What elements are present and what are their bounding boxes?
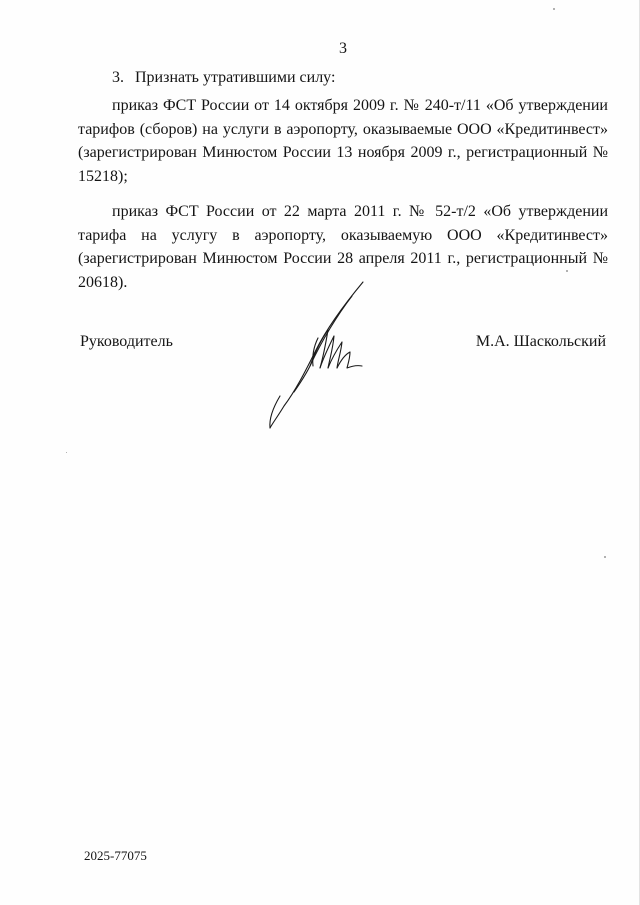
paragraph-text: приказ ФСТ России от 22 марта 2011 г. № 52-т/2 «Об утверждении тарифа на услугу в аэропорту, оказываемую ООО «Кредитинвест» (зарегистрирован Минюстом России 28 апреля 2011 г., регистрационный № 20618). xyxy=(78,203,608,291)
item-heading-text: Признать утратившими силу: xyxy=(135,69,336,86)
signatory-title: Руководитель xyxy=(80,333,173,350)
scan-speck xyxy=(66,452,67,453)
document-code: 2025-77075 xyxy=(84,848,147,863)
scan-speck xyxy=(553,8,555,10)
paragraph-text: приказ ФСТ России от 14 октября 2009 г. № 240-т/11 «Об утверждении тарифов (сборов) на услуги в аэропорту, оказываемые ООО «Кредитинвест» (зарегистрирован Минюстом России 13 ноября 2009 г., регистрационный № 15218); xyxy=(78,97,608,185)
handwritten-signature xyxy=(258,278,376,430)
paragraph-order-2009 xyxy=(78,94,608,188)
scan-speck xyxy=(566,270,568,272)
scan-speck xyxy=(604,556,606,558)
page-number: 3 xyxy=(339,40,347,57)
item-number: 3. xyxy=(112,69,124,86)
signatory-name: М.А. Шаскольский xyxy=(475,333,606,350)
list-item-heading xyxy=(112,69,335,87)
